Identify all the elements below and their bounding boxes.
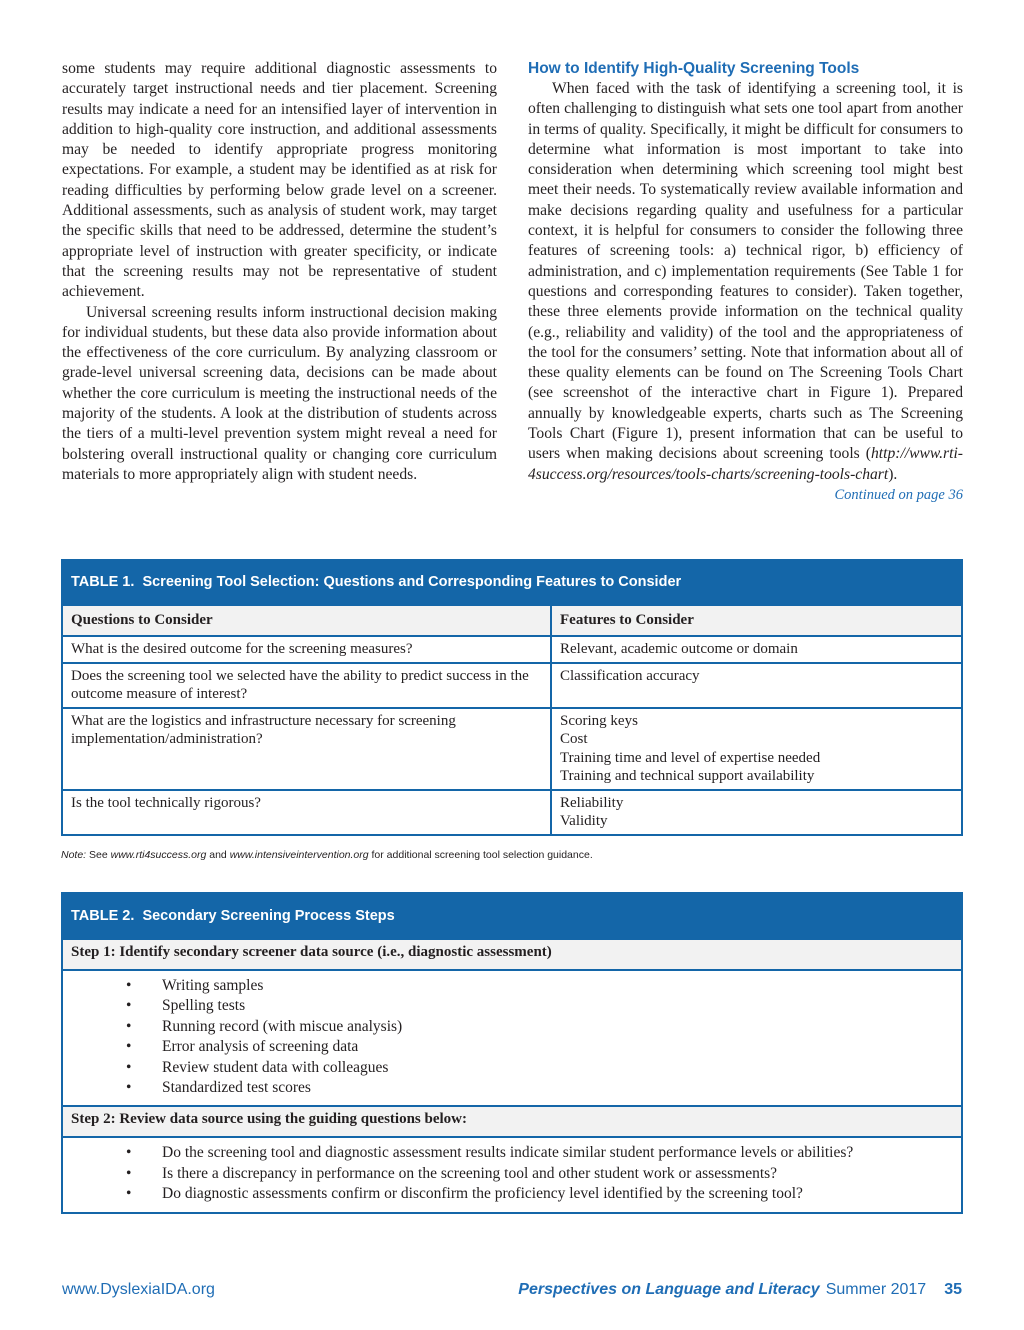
question-cell: What is the desired outcome for the screening measures? [62, 636, 551, 663]
question-cell: What are the logistics and infrastructure necessary for screening implementation/administration? [62, 708, 551, 790]
intensiveintervention-link[interactable]: www.intensiveintervention.org [229, 849, 369, 861]
question-cell: Does the screening tool we selected have the ability to predict success in the outcome measure of interest? [62, 663, 551, 708]
list-item: • Do the screening tool and diagnostic assessment results indicate similar student performance levels or abilities? [126, 1143, 953, 1163]
table-row [62, 708, 962, 790]
features-cell: Scoring keys Cost Training time and level of expertise needed Training and technical support availability [551, 708, 962, 790]
table-row [62, 663, 962, 708]
list-item: • Spelling tests [126, 996, 953, 1016]
list-item: • Is there a discrepancy in performance on the screening tool and other student work or assessments? [126, 1164, 953, 1184]
step-1-heading: Step 1: Identify secondary screener data source (i.e., diagnostic assessment) [62, 939, 962, 970]
table-note: Note: See www.rti4success.org and www.intensiveintervention.org for additional screening tool selection guidance. [61, 849, 593, 861]
journal-title: Perspectives on Language and Literacy [518, 1281, 820, 1298]
features-cell: Classification accuracy [551, 663, 962, 708]
screening-tools-chart-link[interactable]: http://www.rti-4success.org/resources/tools-charts/screening-tools-chart [528, 445, 963, 483]
body-paragraph: some students may require additional diagnostic assessments to accurately target instructional needs and tier placement. Screening results may indicate a need for an intensified layer of intervention in addition to high-quality core instruction, and additional assessments may be needed to identify appropriate progress monitoring expectations. For example, a student may be identified as at risk for reading difficulties by performing below grade level on a screener. Additional assessments, such as analysis of student work, may target the specific skills that need to be addressed, determine the student’s appropriate level of instruction with greater specificity, or indicate that the screening results may not be representative of student achievement. [62, 60, 497, 301]
step-2-list [71, 1141, 953, 1208]
list-item: • Error analysis of screening data [126, 1037, 953, 1057]
table-1-title: TABLE 1. Screening Tool Selection: Questions and Corresponding Features to Consider [62, 560, 962, 605]
left-column [62, 59, 497, 485]
issue-label: Summer 2017 [825, 1281, 927, 1298]
column-header-questions: Questions to Consider [62, 605, 551, 636]
step-1-list [71, 974, 953, 1102]
body-paragraph: When faced with the task of identifying a screening tool, it is often challenging to distinguish what sets one tool apart from another in terms of quality. Specifically, it might be difficult for consumers to determine what information is most important to take into consideration when determining which screening tool might best meet their needs. To systematically review available information and make decisions regarding quality and usefulness for a particular context, it is helpful for consumers to consider the following three features of screening tools: a) technical rigor, b) efficiency of administration, and c) implementation requirements (See Table 1 for questions and corresponding features to consider). Taken together, these three elements provide information on the technical quality (e.g., reliability and validity) of the tool and the appropriateness of the tool for the consumers’ setting. Note that information about all of these quality elements can be found on The Screening Tools Chart (see screenshot of the interactive chart in Figure 1). Prepared annually by knowledgeable experts, charts such as The Screening Tools Chart (Figure 1), present information that can be useful to users when making decisions about screening tools (http://www.rti-4success.org/resources/tools-charts/screening-tools-chart). [528, 80, 963, 483]
table-row [62, 790, 962, 835]
step-1-list-cell [62, 970, 962, 1106]
footer-website-link[interactable]: www.DyslexiaIDA.org [62, 1281, 215, 1298]
features-cell: Reliability Validity [551, 790, 962, 835]
page-number: 35 [944, 1281, 962, 1298]
step-2-heading: Step 2: Review data source using the guiding questions below: [62, 1106, 962, 1137]
right-column [528, 59, 963, 505]
question-cell: Is the tool technically rigorous? [62, 790, 551, 835]
column-header-features: Features to Consider [551, 605, 962, 636]
step-2-list-cell [62, 1137, 962, 1212]
list-item: • Running record (with miscue analysis) [126, 1017, 953, 1037]
rti4success-link[interactable]: www.rti4success.org [110, 849, 207, 861]
section-heading: How to Identify High-Quality Screening Tools [528, 60, 860, 77]
body-paragraph: Universal screening results inform instructional decision making for individual students, but these data also provide information about the effectiveness of the core curriculum. By analyzing classroom or grade-level universal screening data, decisions can be made about whether the core curriculum is meeting the instructional needs of the majority of the students. A look at the distribution of students across the tiers of a multi-level prevention system might reveal a need for bolstering overall instructional quality or changing core curriculum materials to more appropriately align with student needs. [62, 303, 497, 483]
list-item: • Do diagnostic assessments confirm or disconfirm the proficiency level identified by the screening tool? [126, 1184, 953, 1204]
table-2-title: TABLE 2. Secondary Screening Process Steps [62, 893, 962, 939]
features-cell: Relevant, academic outcome or domain [551, 636, 962, 663]
table-2 [61, 892, 963, 1214]
list-item: • Standardized test scores [126, 1078, 953, 1098]
list-item: • Review student data with colleagues [126, 1058, 953, 1078]
table-row [62, 636, 962, 663]
continued-note[interactable]: Continued on page 36 [834, 486, 963, 503]
list-item: • Writing samples [126, 976, 953, 996]
table-1 [61, 559, 963, 836]
footer-publication [518, 1281, 962, 1299]
